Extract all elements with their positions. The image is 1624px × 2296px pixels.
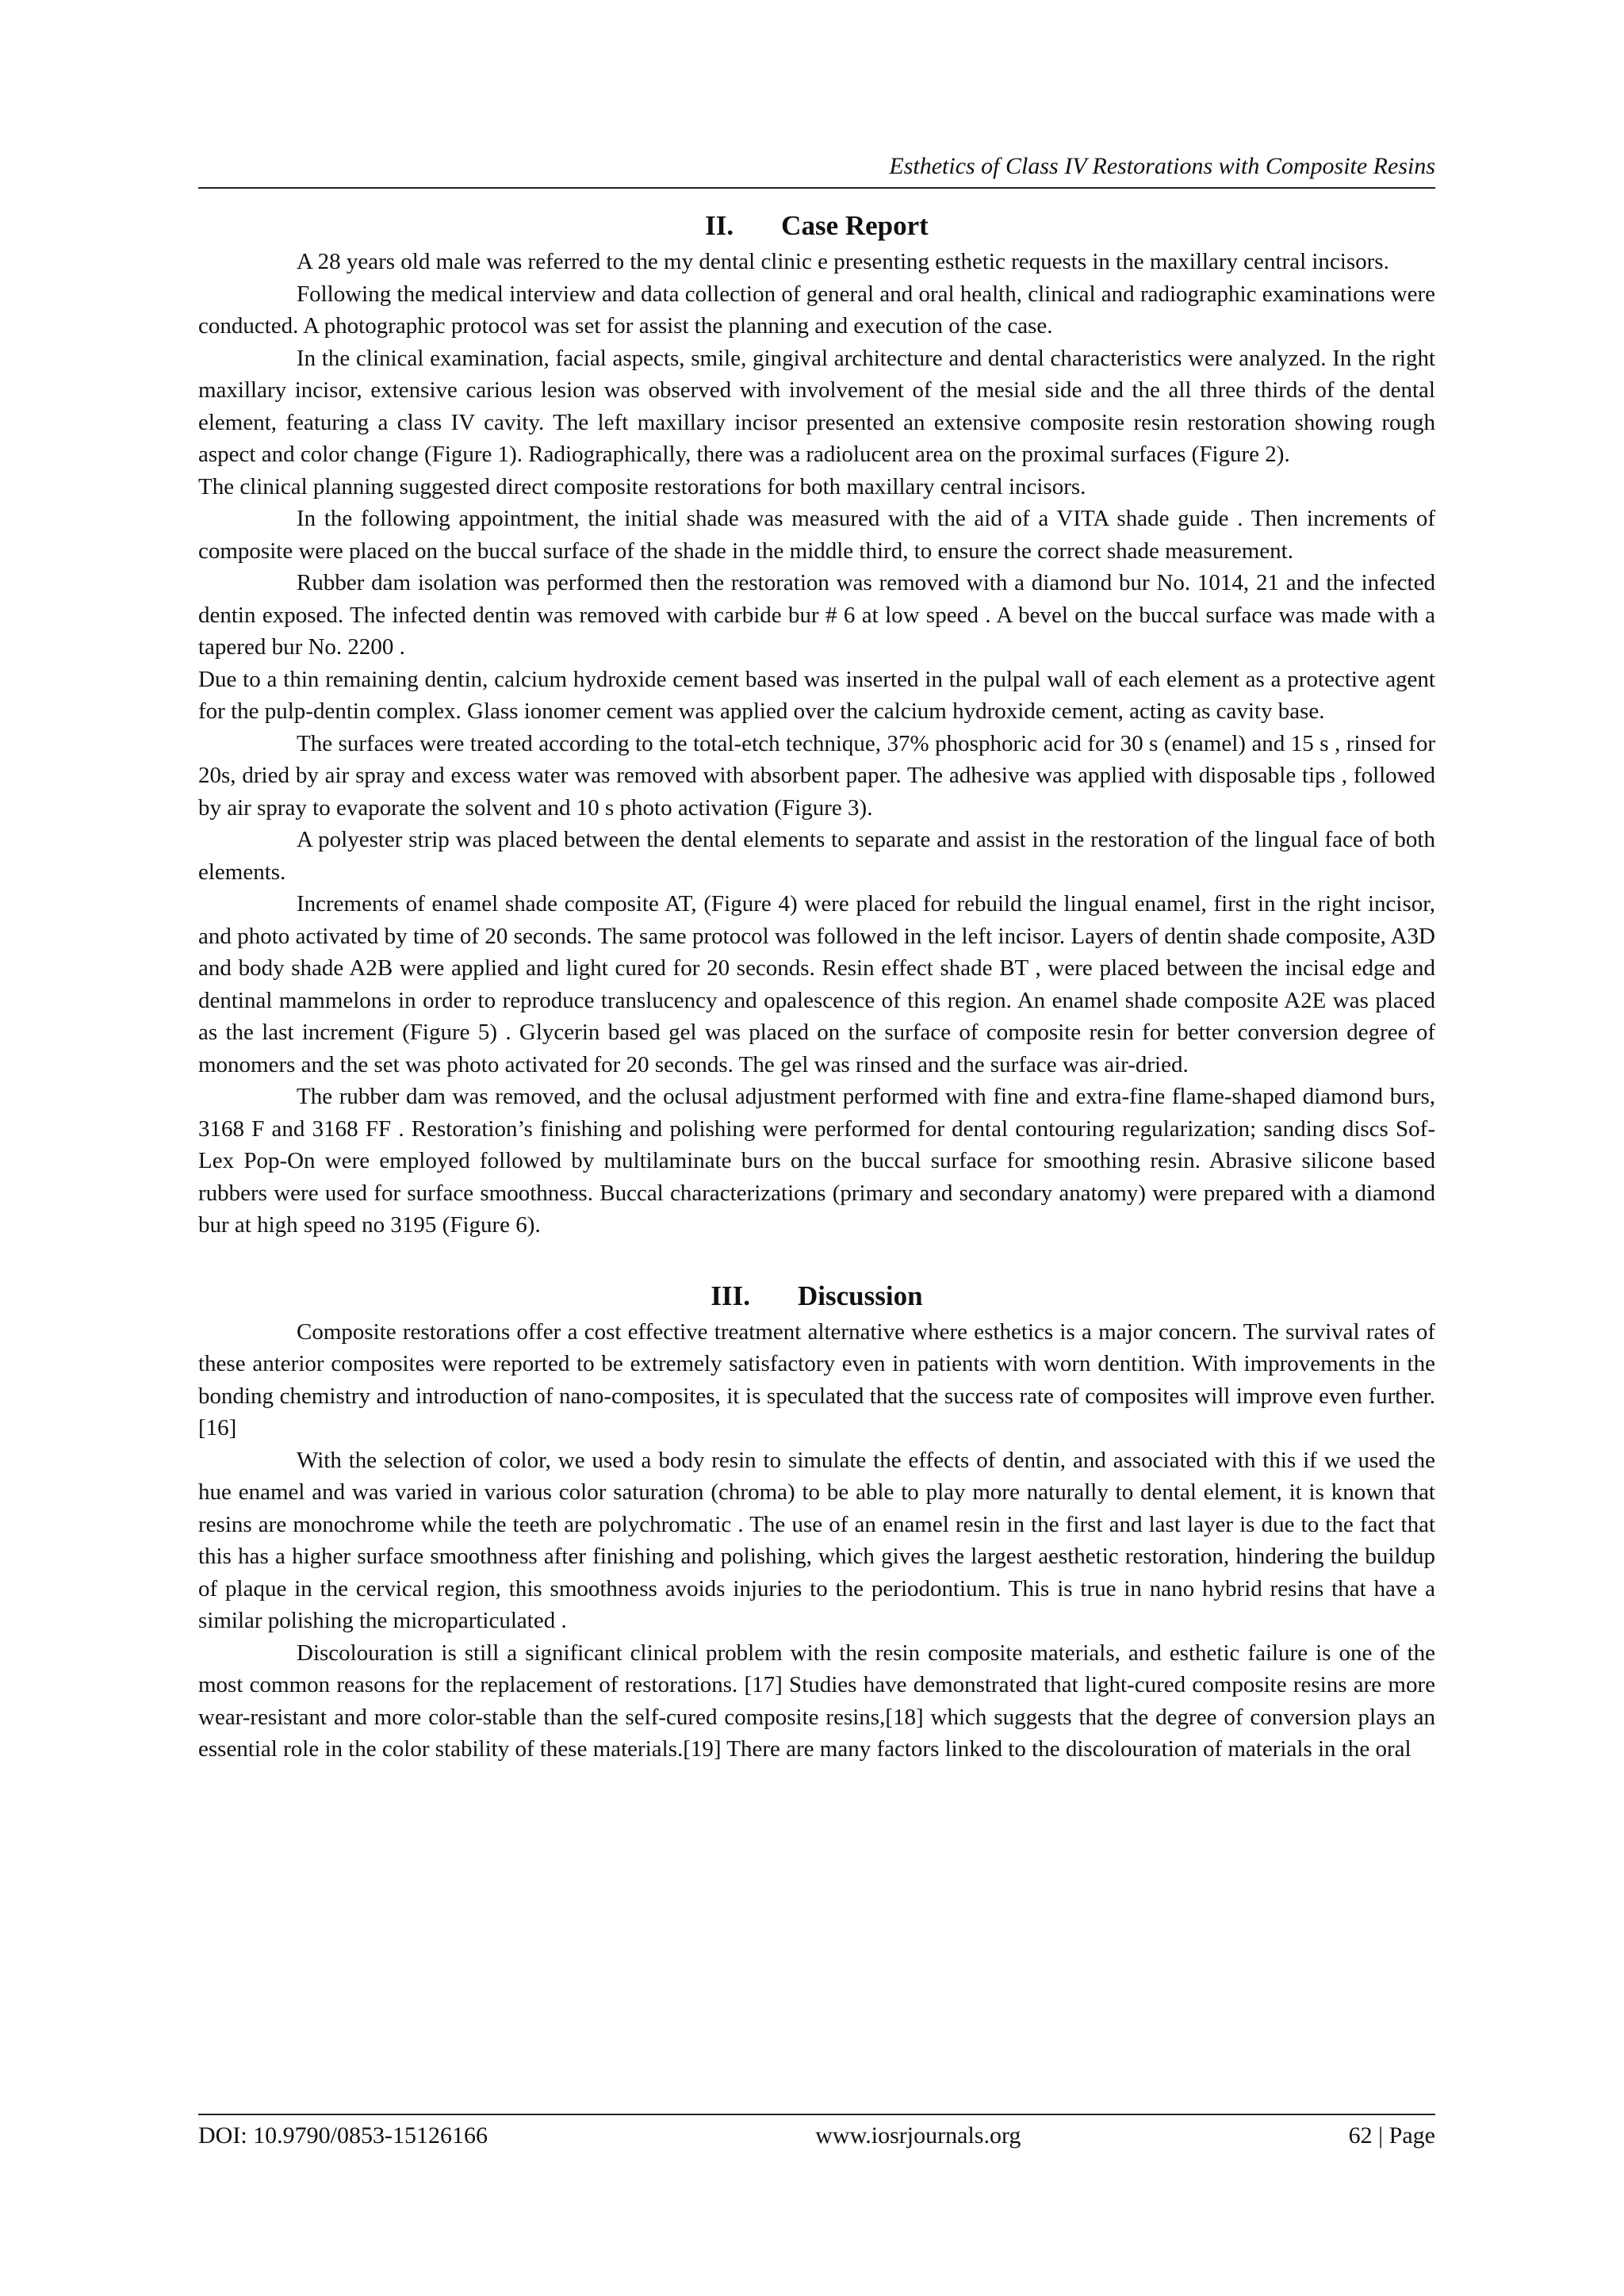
paragraph: The rubber dam was removed, and the oclusal adjustment performed with fine and extra-fine flame-shaped diamond burs, 3168 F and 3168 FF . Restoration’s finishing and polishing were performed for dental contouring regularization; sanding discs Sof-Lex Pop-On were employed followed by multilaminate burs on the buccal surface for smoothing resin. Abrasive silicone based rubbers were used for surface smoothness. Buccal characterizations (primary and secondary anatomy) were prepared with a diamond bur at high speed no 3195 (Figure 6). xyxy=(198,1084,1435,1238)
discussion-body xyxy=(198,1316,1435,1766)
paragraph: Following the medical interview and data collection of general and oral health, clinical and radiographic examinations were conducted. A photographic protocol was set for assist the planning and execution of the case. xyxy=(198,281,1435,339)
footer-website: www.iosrjournals.org xyxy=(815,2122,1021,2149)
running-header: Esthetics of Class IV Restorations with Composite Resins xyxy=(198,151,1435,189)
paragraph: Due to a thin remaining dentin, calcium hydroxide cement based was inserted in the pulpal wall of each element as a protective agent for the pulp-dentin complex. Glass ionomer cement was applied over the calcium hydroxide cement, acting as cavity base. xyxy=(198,666,1435,724)
paragraph: With the selection of color, we used a body resin to simulate the effects of dentin, and associated with this if we used the hue enamel and was varied in various color saturation (chroma) to be able to play more naturally to dental element, it is known that resins are monochrome while the teeth are polychromatic . The use of an enamel resin in the first and last layer is due to the fact that this has a higher surface smoothness after finishing and polishing, which gives the largest aesthetic restoration, hindering the buildup of plaque in the cervical region, this smoothness avoids injuries to the periodontium. This is true in nano hybrid resins that have a similar polishing the microparticulated . xyxy=(198,1447,1435,1633)
page-footer xyxy=(198,2114,1435,2153)
section-number: II. xyxy=(705,210,734,241)
paragraph: A 28 years old male was referred to the my dental clinic e presenting esthetic requests in the maxillary central incisors. xyxy=(297,249,1389,274)
footer-page-number: 62 | Page xyxy=(1348,2122,1435,2149)
paragraph: In the following appointment, the initial shade was measured with the aid of a VITA shade guide . Then increments of composite were placed on the buccal surface of the shade in the middle third, to ensure the correct shade measurement. xyxy=(198,506,1435,564)
section-number: III. xyxy=(710,1280,751,1311)
case-report-body xyxy=(198,246,1435,1242)
paragraph: The surfaces were treated according to the total-etch technique, 37% phosphoric acid for 30 s (enamel) and 15 s , rinsed for 20s, dried by air spray and excess water was removed with absorbent paper. The adhesive was applied with disposable tips , followed by air spray to evaporate the solvent and 10 s photo activation (Figure 3). xyxy=(198,730,1435,821)
paragraph: A polyester strip was placed between the dental elements to separate and assist in the restoration of the lingual face of both elements. xyxy=(198,827,1435,885)
footer-doi: DOI: 10.9790/0853-15126166 xyxy=(198,2122,488,2149)
section-title: Discussion xyxy=(798,1280,923,1311)
section-title: Case Report xyxy=(781,210,929,241)
paragraph: Composite restorations offer a cost effective treatment alternative where esthetics is a major concern. The survival rates of these anterior composites were reported to be extremely satisfactory even in patients with worn dentition. With improvements in the bonding chemistry and introduction of nano-composites, it is speculated that the success rate of composites will improve even further.[16] xyxy=(198,1318,1435,1441)
section-heading-case-report xyxy=(198,209,1435,243)
paragraph: Rubber dam isolation was performed then the restoration was removed with a diamond bur No. 1014, 21 and the infected dentin exposed. The infected dentin was removed with carbide bur # 6 at low speed . A bevel on the buccal surface was made with a tapered bur No. 2200 . xyxy=(198,570,1435,660)
paragraph: The clinical planning suggested direct composite restorations for both maxillary central incisors. xyxy=(198,473,1086,499)
paragraph: Increments of enamel shade composite AT, (Figure 4) were placed for rebuild the lingual enamel, first in the right incisor, and photo activated by time of 20 seconds. The same protocol was followed in the left incisor. Layers of dentin shade composite, A3D and body shade A2B were applied and light cured for 20 seconds. Resin effect shade BT , were placed between the incisal edge and dentinal mammelons in order to reproduce translucency and opalescence of this region. An enamel shade composite A2E was placed as the last increment (Figure 5) . Glycerin based gel was placed on the surface of composite resin for better conversion degree of monomers and the set was photo activated for 20 seconds. The gel was rinsed and the surface was air-dried. xyxy=(198,891,1435,1077)
paragraph: In the clinical examination, facial aspects, smile, gingival architecture and dental characteristics were analyzed. In the right maxillary incisor, extensive carious lesion was observed with involvement of the mesial side and the all three thirds of the dental element, featuring a class IV cavity. The left maxillary incisor presented an extensive composite resin restoration showing rough aspect and color change (Figure 1). Radiographically, there was a radiolucent area on the proximal surfaces (Figure 2). xyxy=(198,345,1435,467)
page-content xyxy=(198,151,1435,1766)
section-heading-discussion xyxy=(198,1280,1435,1313)
paragraph: Discolouration is still a significant clinical problem with the resin composite materials, and esthetic failure is one of the most common reasons for the replacement of restorations. [17] Studies have demonstrated that light-cured composite resins are more wear-resistant and more color-stable than the self-cured composite resins,[18] which suggests that the degree of conversion plays an essential role in the color stability of these materials.[19] There are many factors linked to the discolouration of materials in the oral xyxy=(198,1640,1435,1762)
